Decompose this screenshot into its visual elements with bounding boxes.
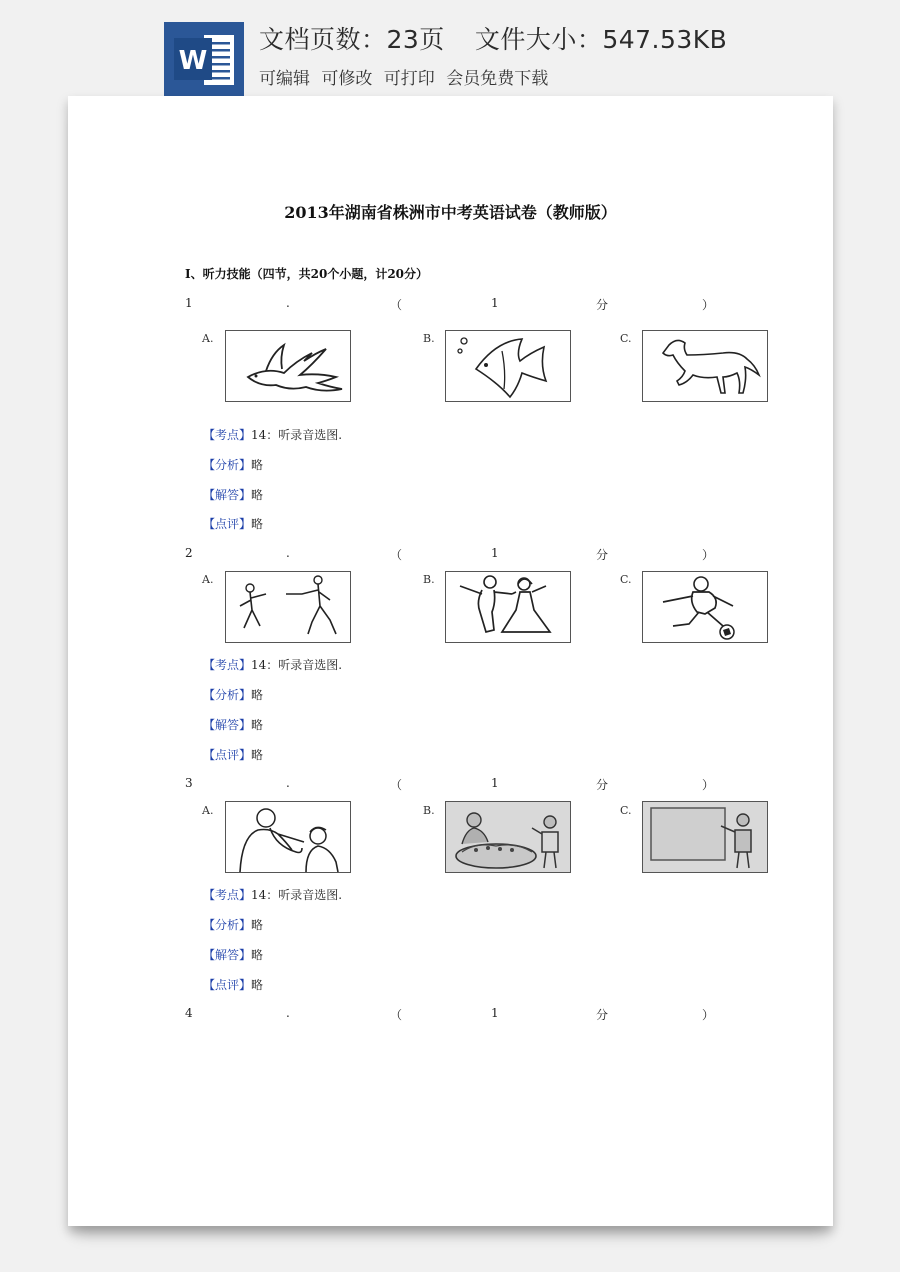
note-kaodian: 【考点】14：听录音选图. xyxy=(203,428,343,442)
question-score: 1 xyxy=(491,1006,499,1020)
question-number: 2 xyxy=(185,546,193,560)
document-page xyxy=(68,96,833,1226)
question-score: 1 xyxy=(491,546,499,560)
note-fenxi: 【分析】略 xyxy=(203,918,264,932)
section-heading: I、听力技能（四节，共20个小题，计20分） xyxy=(185,267,429,281)
question-score: 1 xyxy=(491,296,499,310)
word-document-icon xyxy=(164,22,244,96)
question-line-1: 1 . （ 1 分 ） xyxy=(185,296,715,312)
note-kaodian: 【考点】14：听录音选图. xyxy=(203,658,343,672)
question-number: 4 xyxy=(185,1006,193,1020)
note-jieda: 【解答】略 xyxy=(203,948,264,962)
question-line-4: 4 . （ 1 分 ） xyxy=(185,1006,715,1022)
dancing-picture xyxy=(445,571,571,643)
download-header xyxy=(0,0,900,100)
note-fenxi: 【分析】略 xyxy=(203,458,264,472)
question-number: 1 xyxy=(185,296,193,310)
fish-picture xyxy=(445,330,571,402)
doctor-picture xyxy=(225,801,351,873)
note-jieda: 【解答】略 xyxy=(203,718,264,732)
option-label-a: A. xyxy=(202,804,214,817)
note-fenxi: 【分析】略 xyxy=(203,688,264,702)
document-info xyxy=(259,20,727,89)
question-number: 3 xyxy=(185,776,193,790)
question-score: 1 xyxy=(491,776,499,790)
word-icon-letter: W xyxy=(178,46,208,76)
option-label-b: B. xyxy=(423,332,435,345)
horse-picture xyxy=(642,330,768,402)
file-size: 文件大小：547.53KB xyxy=(474,25,728,54)
bird-picture xyxy=(225,330,351,402)
soccer-picture xyxy=(642,571,768,643)
note-kaodian: 【考点】14：听录音选图. xyxy=(203,888,343,902)
option-label-a: A. xyxy=(202,573,214,586)
option-label-b: B. xyxy=(423,573,435,586)
page-count: 文档页数：23页 xyxy=(259,25,445,54)
question-line-2: 2 . （ 1 分 ） xyxy=(185,546,715,562)
option-label-c: C. xyxy=(620,332,632,345)
cooking-picture xyxy=(445,801,571,873)
page-title: 2013年湖南省株洲市中考英语试卷（教师版） xyxy=(284,203,617,222)
option-label-c: C. xyxy=(620,804,632,817)
feature-list: 可编辑 可修改 可打印 会员免费下载 xyxy=(259,69,549,89)
option-label-b: B. xyxy=(423,804,435,817)
question-line-3: 3 . （ 1 分 ） xyxy=(185,776,715,792)
running-picture xyxy=(225,571,351,643)
note-dianping: 【点评】略 xyxy=(203,978,264,992)
note-dianping: 【点评】略 xyxy=(203,748,264,762)
note-jieda: 【解答】略 xyxy=(203,488,264,502)
teacher-picture xyxy=(642,801,768,873)
note-dianping: 【点评】略 xyxy=(203,517,264,531)
option-label-a: A. xyxy=(202,332,214,345)
option-label-c: C. xyxy=(620,573,632,586)
